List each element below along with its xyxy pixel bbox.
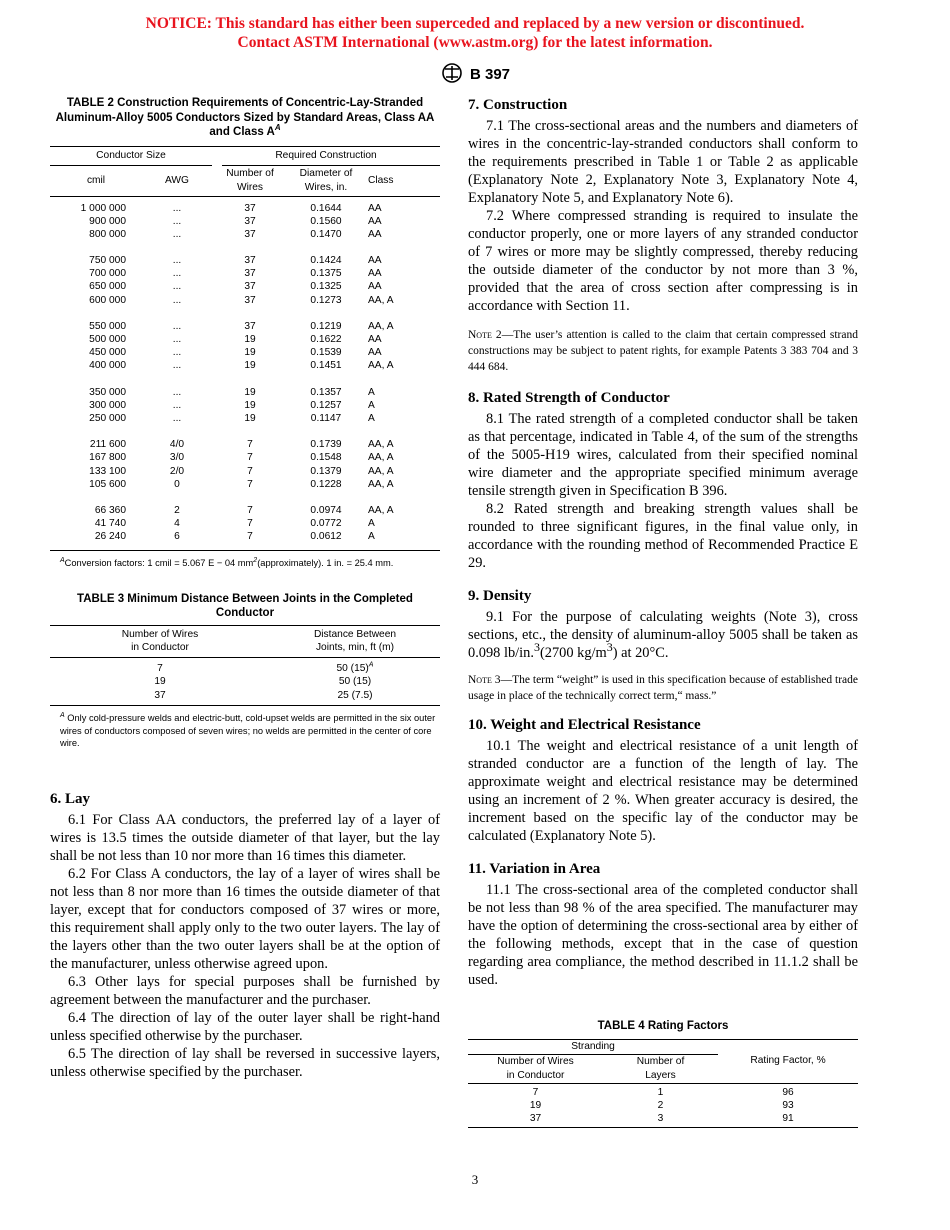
cell-diameter: 0.1147: [310, 412, 342, 424]
cell-cmil: 650 000: [89, 281, 126, 293]
cell-awg: ...: [172, 347, 182, 359]
cell-wires: 37: [154, 689, 166, 701]
cell-layers: 1: [657, 1086, 664, 1098]
note-2: Note 2—The user’s attention is called to the claim that certain compressed strand constructions may be subject to patent rights, for example Patents 3 383 704 and 3 444 684.: [468, 329, 858, 373]
section-10: [468, 716, 858, 845]
cell-class: A: [368, 412, 375, 424]
cell-awg: ...: [172, 360, 182, 372]
cell-awg: ...: [172, 320, 182, 332]
cell-class: AA: [368, 228, 382, 240]
cell-layers: 2: [657, 1099, 664, 1111]
cell-diameter: 0.1379: [310, 465, 342, 477]
cell-distance: 50 $(15)^A$: [336, 661, 374, 674]
cell-class: AA: [368, 281, 382, 293]
table-row: [50, 228, 440, 241]
table4-title: TABLE 4 Rating Factors: [597, 1020, 729, 1032]
cell-wires: 19: [154, 676, 166, 688]
cell-diameter: 0.1273: [310, 294, 342, 306]
cell-cmil: 900 000: [89, 215, 126, 227]
cell-class: AA: [368, 268, 382, 280]
cell-factor: 96: [782, 1086, 794, 1098]
table-row: [50, 215, 440, 228]
table3: [50, 592, 440, 750]
notice-line-2: Contact ASTM International (www.astm.org) for the latest information.: [237, 34, 713, 51]
table4-col-layers: Number of Layers: [636, 1056, 685, 1081]
cell-wires: 37: [244, 215, 256, 227]
para-11-1: 11.1 The cross-sectional area of the completed conductor shall be not less than 98 % of the area specified. The manufacturer may have the option of determining the cross-sectional area by either of the following methods, except that in the case of question regarding area compliance, the method described in 11.1.2 shall be used.: [468, 882, 858, 988]
cell-cmil: 26 240: [94, 531, 126, 543]
table2-col-diameter: Diameter of Wires, in.: [299, 168, 353, 193]
cell-cmil: 450 000: [89, 347, 126, 359]
cell-diameter: 0.0612: [310, 531, 342, 543]
cell-awg: ...: [172, 281, 182, 293]
cell-diameter: 0.1539: [310, 347, 342, 359]
table-row: [468, 1112, 858, 1125]
cell-class: AA: [368, 202, 382, 214]
table-row: [50, 202, 440, 215]
table2-group-required: Required Construction: [275, 149, 377, 161]
table-row: [50, 451, 440, 464]
cell-cmil: 133 100: [89, 465, 126, 477]
cell-class: AA, A: [368, 294, 394, 306]
section-7: [468, 96, 858, 375]
cell-cmil: 550 000: [89, 320, 126, 332]
table-row: [50, 346, 440, 359]
table4-group-stranding: Stranding: [571, 1040, 615, 1052]
cell-awg: 0: [174, 478, 180, 490]
cell-cmil: 211 600: [89, 439, 126, 451]
cell-wires: 19: [244, 386, 256, 398]
cell-wires: 37: [244, 202, 256, 214]
cell-cmil: 800 000: [89, 228, 126, 240]
cell-wires: 19: [244, 334, 256, 345]
cell-cmil: 250 000: [89, 412, 126, 424]
cell-cmil: 66 360: [94, 504, 126, 516]
para-7-2: 7.2 Where compressed stranding is required to insulate the conductor properly, one or more layers of any stranded conductor of 7 wires or more may be slightly compressed, thereby reducing the outside diameter of the conductor by not more than 3 %, provided that the area of cross section after compressing is in accordance with Section 11.: [468, 208, 858, 314]
cell-diameter: 0.1257: [310, 399, 342, 411]
table4-body: [468, 1084, 858, 1128]
section-9-heading: 9. Density: [468, 588, 532, 604]
table-row: [50, 478, 440, 491]
cell-diameter: 0.1228: [310, 478, 342, 490]
cell-class: AA, A: [368, 478, 394, 490]
section-10-heading: 10. Weight and Electrical Resistance: [468, 717, 701, 733]
cell-wires: 37: [244, 320, 256, 332]
cell-wires: 37: [244, 268, 256, 280]
cell-cmil: 300 000: [89, 399, 126, 411]
cell-wires: 19: [244, 399, 256, 411]
table3-col-distance: Distance Between Joints, min, ft (m): [313, 629, 397, 654]
cell-awg: ...: [172, 334, 182, 345]
para-6-1: 6.1 For Class AA conductors, the preferred lay of a layer of wires is 13.5 times the outside diameter of that layer, but the lay shall be not less than 10 nor more than 16 times this diameter.: [50, 811, 440, 864]
para-6-2: 6.2 For Class A conductors, the lay of a layer of wires shall be not less than 8 nor more than 16 times the outside diameter of that layer, except that for conductors composed of 37 wires or more, this requirement shall apply only to the two outer layers. The lay of the layers other than the two outer layers shall be at the option of the manufacturer, unless otherwise agreed upon.: [50, 865, 440, 972]
cell-cmil: 400 000: [89, 360, 126, 372]
cell-diameter: 0.1375: [310, 268, 342, 280]
para-8-2: 8.2 Rated strength and breaking strength values shall be rounded to three significant figures, in the final value only, in accordance with the rounding method of Recommended Practice E 29.: [468, 501, 858, 571]
cell-distance: 25 (7.5): [337, 689, 373, 701]
notice-line-1: NOTICE: This standard has either been superceded and replaced by a new version or discontinued.: [145, 15, 805, 32]
cell-cmil: 750 000: [89, 255, 126, 267]
cell-diameter: 0.1219: [310, 320, 342, 332]
cell-wires: 37: [244, 228, 256, 240]
cell-diameter: 0.1622: [310, 334, 342, 345]
para-6-3: 6.3 Other lays for special purposes shall be furnished by agreement between the manufacturer and the purchaser.: [50, 973, 440, 1008]
table-row: [50, 254, 440, 267]
standard-header: [0, 63, 950, 83]
cell-wires: 37: [529, 1112, 542, 1124]
table-row: [50, 333, 440, 346]
table-row: [50, 675, 440, 689]
cell-diameter: 0.1560: [310, 215, 342, 227]
table-row: [50, 412, 440, 425]
table-row: [50, 399, 440, 412]
para-7-1: 7.1 The cross-sectional areas and the numbers and diameters of wires in the concentric-lay-stranded conductors shall conform to the requirements prescribed in Table 1 or Table 2 as applicable (Explanatory Note 2, Explanatory Note 3, Explanatory Note 4, Explanatory Note 5, and Explanatory Note 6).: [468, 118, 858, 206]
table2-row-group: [50, 320, 440, 373]
cell-cmil: 350 000: [89, 386, 126, 398]
table2-footnote: $^A$Conversion factors: 1 cmil = 5.067 E − 04 $mm^2(approximately)$. 1 in. = 25.4 mm.: [60, 557, 394, 569]
para-6-5: 6.5 The direction of lay shall be reversed in successive layers, unless otherwise specified by the purchaser.: [50, 1045, 440, 1080]
table-row: [50, 504, 440, 517]
table-row: [50, 386, 440, 399]
table2-row-group: [50, 504, 440, 544]
cell-cmil: 700 000: [89, 268, 126, 280]
cell-awg: 2/0: [169, 465, 185, 477]
table2-col-class: Class: [368, 174, 394, 186]
cell-awg: 6: [174, 531, 180, 543]
table3-col-wires: Number of Wires in Conductor: [121, 629, 199, 654]
table2-row-group: [50, 386, 440, 426]
cell-wires: 7: [247, 531, 253, 543]
cell-wires: 7: [247, 478, 253, 490]
para-10-1: 10.1 The weight and electrical resistance of a unit length of stranded conductor are a function of the length of lay. The approximate weight and electrical resistance may be determined using an increment of 2 %. When greater accuracy is desired, the increment based on the specific lay of the conductor may be calculated (Explanatory Note 5).: [468, 738, 858, 844]
cell-wires: 7: [247, 504, 253, 516]
section-7-heading: 7. Construction: [468, 97, 568, 113]
cell-awg: ...: [172, 268, 182, 280]
section-6-heading: 6. Lay: [50, 790, 91, 807]
cell-class: A: [368, 386, 375, 398]
cell-awg: 4: [174, 518, 180, 530]
cell-wires: 19: [244, 347, 256, 359]
cell-diameter: 0.1325: [310, 281, 342, 293]
cell-diameter: 0.1451: [310, 360, 342, 372]
cell-wires: 19: [529, 1099, 542, 1111]
table2-group-conductor: Conductor Size: [96, 149, 166, 161]
section-11: [468, 860, 858, 989]
cell-class: AA, A: [368, 360, 394, 372]
table-row: [50, 465, 440, 478]
cell-awg: ...: [172, 412, 182, 424]
table-row: [468, 1086, 858, 1099]
cell-layers: 3: [657, 1112, 664, 1124]
para-9-1: 9.1 For the purpose of calculating weights (Note 3), cross sections, etc., the density of aluminum-alloy 5005 shall be taken as 0.098 lb/in.$^3$(2700 $kg/m^3$) at 20°C.: [468, 609, 858, 661]
cell-cmil: 167 800: [89, 452, 126, 464]
table-row: [50, 517, 440, 530]
cell-wires: 19: [244, 360, 256, 372]
cell-wires: 37: [244, 294, 256, 306]
cell-awg: ...: [172, 294, 182, 306]
cell-class: AA, A: [368, 465, 394, 477]
page-number: 3: [471, 1172, 479, 1187]
section-8: [468, 389, 858, 572]
cell-cmil: 105 600: [89, 478, 126, 490]
cell-wires: 7: [157, 662, 163, 674]
cell-class: A: [368, 531, 375, 543]
right-column: [468, 96, 858, 1128]
cell-diameter: 0.1739: [310, 439, 342, 451]
cell-class: AA, A: [368, 452, 394, 464]
table3-title: TABLE 3 Minimum Distance Between Joints in the Completed Conductor: [77, 592, 413, 620]
cell-distance: 50 (15): [338, 676, 372, 688]
cell-class: AA, A: [368, 504, 394, 516]
para-6-4: 6.4 The direction of lay of the outer layer shall be right-hand unless specified otherwise by the purchaser.: [50, 1009, 440, 1044]
table-row: [50, 294, 440, 307]
cell-wires: 19: [244, 412, 256, 424]
section-11-heading: 11. Variation in Area: [468, 861, 601, 877]
table2-body: [50, 197, 440, 551]
cell-cmil: 1 000 000: [80, 202, 126, 214]
cell-class: AA, A: [368, 439, 394, 451]
table3-body: [50, 658, 440, 706]
note-3: Note 3—The term “weight” is used in this specification because of established trade usage in place of the technically correct term,“ mass.”: [468, 674, 859, 702]
table-row: [50, 320, 440, 333]
cell-wires: 7: [247, 465, 253, 477]
cell-diameter: 0.0772: [310, 518, 342, 530]
para-8-1: 8.1 The rated strength of a completed conductor shall be taken as that percentage, indicated in Table 4, of the sum of the strengths of the 5005-H19 wires, calculated from their specified nominal wire diameter and the appropriate specified minimum average tensile strength given in Specification B 396.: [468, 411, 858, 499]
table-row: [468, 1099, 858, 1112]
table-row: [50, 689, 440, 703]
cell-class: AA: [368, 334, 382, 345]
cell-diameter: 0.1424: [310, 255, 342, 267]
cell-wires: 37: [244, 255, 256, 267]
cell-wires: 7: [532, 1086, 539, 1098]
table4: [468, 1019, 858, 1128]
cell-class: A: [368, 518, 375, 530]
cell-cmil: 600 000: [89, 294, 126, 306]
standard-designation: B 397: [469, 66, 511, 83]
cell-awg: ...: [172, 399, 182, 411]
cell-diameter: 0.1470: [310, 228, 342, 240]
table3-footnote: $^A$ Only cold-pressure welds and electric-butt, cold-upset welds are permitted in the six outer wires of conductors composed of seven wires; no welds are permitted in the center of core wire.: [60, 712, 436, 749]
cell-awg: 3/0: [169, 452, 185, 464]
section-9: [468, 587, 858, 704]
table2: [50, 146, 440, 570]
cell-cmil: 41 740: [94, 518, 126, 530]
cell-awg: ...: [172, 202, 182, 214]
cell-wires: 7: [247, 518, 253, 530]
table2-col-cmil: cmil: [86, 174, 106, 186]
table-row: [50, 280, 440, 293]
cell-factor: 91: [782, 1112, 794, 1124]
table2-row-group: [50, 438, 440, 491]
table2-col-awg: AWG: [165, 174, 189, 186]
cell-class: AA: [368, 215, 382, 227]
table-row: [50, 438, 440, 451]
cell-class: AA: [368, 347, 382, 359]
section-6: [50, 790, 440, 1081]
cell-awg: ...: [172, 386, 182, 398]
table-row: [50, 359, 440, 372]
cell-awg: ...: [172, 228, 182, 240]
cell-awg: 2: [174, 504, 180, 516]
cell-wires: 37: [244, 281, 256, 293]
table2-col-wires: Number of Wires: [226, 168, 274, 193]
cell-awg: ...: [172, 255, 182, 267]
cell-class: A: [368, 399, 375, 411]
section-8-heading: 8. Rated Strength of Conductor: [468, 390, 670, 406]
table2-title: TABLE 2 Construction Requirements of Concentric-Lay-Stranded Aluminum-Alloy 5005 Conductors Sized by Standard Areas, Class AA and Class $A^A$: [55, 97, 435, 138]
cell-cmil: 500 000: [89, 334, 126, 345]
cell-class: AA, A: [368, 320, 394, 332]
astm-logo-icon: [440, 63, 464, 83]
cell-diameter: 0.1644: [310, 202, 342, 214]
notice-banner: [0, 14, 950, 52]
cell-awg: 4/0: [169, 439, 185, 451]
left-column: [50, 96, 440, 1081]
cell-class: AA: [368, 255, 382, 267]
table-row: [50, 530, 440, 543]
cell-awg: ...: [172, 215, 182, 227]
cell-diameter: 0.1548: [310, 452, 342, 464]
cell-wires: 7: [247, 452, 253, 464]
cell-diameter: 0.1357: [310, 386, 342, 398]
table-row: [50, 662, 440, 676]
table-row: [50, 267, 440, 280]
table2-row-group: [50, 254, 440, 307]
table2-row-group: [50, 202, 440, 242]
cell-factor: 93: [782, 1099, 794, 1111]
table4-col-wires: Number of Wires in Conductor: [497, 1056, 574, 1081]
cell-wires: 7: [247, 439, 253, 451]
table4-col-factor: Rating Factor, %: [750, 1055, 826, 1067]
cell-diameter: 0.0974: [310, 504, 342, 516]
